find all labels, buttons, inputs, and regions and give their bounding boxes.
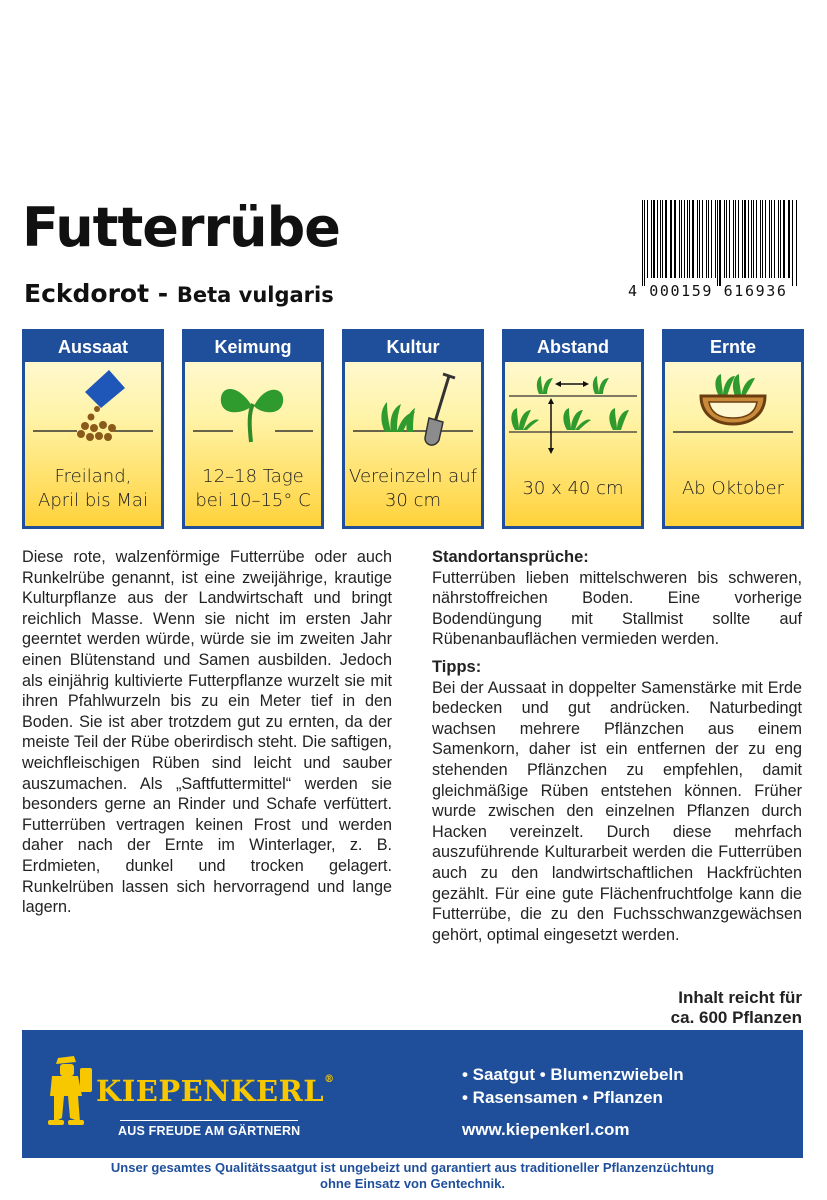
barcode-bar — [724, 200, 725, 278]
spacing-icon — [505, 362, 641, 462]
icon-box-kultur — [342, 329, 484, 529]
barcode-bar — [778, 200, 779, 278]
caption-line-1: Ab Oktober — [681, 478, 785, 499]
contents-line-2: ca. 600 Pflanzen — [670, 1008, 802, 1027]
barcode-digits: 4 000159 616936 — [628, 282, 788, 300]
barcode-bar — [689, 200, 690, 278]
variety-name: Eckdorot — [24, 279, 150, 308]
barcode-bar — [662, 200, 663, 278]
barcode-bar — [651, 200, 652, 278]
barcode-bar — [733, 200, 734, 278]
barcode-bar — [653, 200, 655, 278]
product-title: Futterrübe — [22, 196, 340, 259]
barcode-bar — [681, 200, 682, 278]
seedling-icon — [185, 362, 321, 462]
barcode-bar — [796, 200, 797, 286]
barcode-bars — [642, 200, 798, 282]
barcode-bar — [783, 200, 784, 278]
tipps-heading: Tipps: — [432, 657, 482, 676]
icon-header: Ernte — [665, 332, 801, 362]
barcode — [628, 200, 798, 300]
cultivation-icons — [22, 329, 804, 529]
seed-packet-icon — [25, 362, 161, 462]
barcode-bar — [642, 200, 643, 286]
barcode-bar — [706, 200, 707, 278]
barcode-bar — [765, 200, 766, 278]
caption-line-2: bei 10–15° C — [195, 490, 311, 511]
barcode-bar — [792, 200, 793, 286]
barcode-bar — [717, 200, 718, 286]
icon-caption — [505, 460, 641, 518]
tipps-text: Bei der Aussaat in doppelter Samenstärke mit Erde bedecken und gut andrücken. Naturbedingt wachsen mehrere Pflänzchen aus einem Samenkorn, daher ist ein entfernen der zu eng stehenden Pflänzchen zu empfehlen, damit gleichmäßige Rüben entstehen können. Früher wurde zwischen den einzelnen Pflanzen durch Hacken vereinzelt. Durch diese mehrfach auszuführende Kulturarbeit werden die Futterrüben auch zu den landwirtschaftlichen Hackfrüchten gezählt. Für eine gute Flächenfruchtfolge kann die Futterrübe, die zu den Fuchsschwanzgewächsen gehört, optimal eingesetzt werden. — [432, 678, 802, 944]
caption-line-1: 30 x 40 cm — [522, 478, 624, 499]
icon-header: Kultur — [345, 332, 481, 362]
icon-box-ernte — [662, 329, 804, 529]
barcode-bar — [684, 200, 685, 278]
product-list-line-1: • Saatgut • Blumenzwiebeln — [462, 1065, 684, 1084]
icon-box-abstand — [502, 329, 644, 529]
barcode-bar — [697, 200, 698, 278]
icon-header: Abstand — [505, 332, 641, 362]
subtitle-separator: - — [149, 279, 177, 308]
barcode-bar — [742, 200, 743, 278]
barcode-bar — [711, 200, 712, 278]
barcode-bar — [774, 200, 776, 278]
brand-footer — [22, 1030, 803, 1158]
barcode-bar — [674, 200, 676, 278]
latin-name: Beta vulgaris — [176, 283, 334, 307]
icon-caption — [25, 460, 161, 518]
barcode-bar — [708, 200, 709, 278]
barcode-bar — [756, 200, 757, 278]
brand-divider — [120, 1120, 298, 1121]
barcode-bar — [729, 200, 730, 278]
caption-line-1: Freiland, — [54, 466, 132, 487]
info-column — [432, 547, 802, 952]
barcode-bar — [760, 200, 761, 278]
product-list — [462, 1063, 684, 1109]
barcode-bar — [692, 200, 694, 278]
standort-heading: Standortansprüche: — [432, 548, 589, 566]
barcode-bar — [769, 200, 770, 278]
barcode-bar — [657, 200, 658, 278]
barcode-bar — [780, 200, 781, 278]
barcode-bar — [735, 200, 736, 278]
caption-line-2: 30 cm — [384, 490, 442, 511]
product-subtitle — [24, 279, 334, 308]
icon-box-keimung — [182, 329, 324, 529]
icon-caption — [665, 460, 801, 518]
barcode-bar — [748, 200, 749, 278]
icon-caption — [345, 460, 481, 518]
barcode-bar — [702, 200, 703, 278]
caption-line-1: Vereinzeln auf — [349, 466, 477, 487]
barcode-bar — [699, 200, 700, 278]
description-text: Diese rote, walzenförmige Futterrübe oder auch Runkelrübe genannt, ist eine zweijährige, krautige Kulturpflanze aus der Landwirtschaft und bringt reichlich Masse. Wenn sie nicht im ersten Jahr geerntet werden würde, würde sie im zweiten Jahr einen Blütenstand und Samen ausbilden. Jedoch als einjährig kultivierte Futterpflanze wurzelt sie mit ihren Pfahlwurzeln bis zu ein Meter tief in den Boden. Sie ist aber trotzdem gut zu ernten, da der meiste Teil der Rübe oberirdisch steht. Die saftigen, weichfleischigen Rüben sind leicht und sauber auszumachen. Als „Saftfuttermittel“ werden sie besonders gerne an Rinder und Schafe verfüttert. Futterrüben vertragen keinen Frost und werden daher nach der Ernte im Winterlager, z. B. Erdmieten, dunkel und trocken gelagert. Runkelrüben lassen sich hervorragend und lange lagern. — [22, 548, 392, 917]
barcode-bar — [660, 200, 661, 278]
icon-header: Keimung — [185, 332, 321, 362]
kiepenkerl-figure-icon — [44, 1052, 94, 1126]
quality-note-line-1: Unser gesamtes Qualitätssaatgut ist ungebeizt und garantiert aus traditioneller Pflanzenzüchtung — [110, 1160, 715, 1175]
barcode-bar — [665, 200, 666, 278]
barcode-bar — [788, 200, 789, 278]
barcode-bar — [751, 200, 752, 278]
barcode-bar — [647, 200, 648, 278]
contents-line-1: Inhalt reicht für — [678, 988, 802, 1007]
barcode-bar — [726, 200, 727, 278]
quality-note-line-2: ohne Einsatz von Gentechnik. — [320, 1176, 505, 1191]
standort-text: Futterrüben lieben mittelschweren bis schweren, nährstoffreichen Boden. Eine vorherige Bodendüngung mit Stallmist sollte auf Rübenanbauflächen vermieden werden. — [432, 568, 802, 649]
brand-name: KIEPENKERL — [96, 1074, 325, 1108]
barcode-bar — [670, 200, 671, 278]
barcode-bar — [644, 200, 645, 286]
spade-icon — [345, 362, 481, 462]
brand-tagline: AUS FREUDE AM GÄRTNERN — [118, 1124, 301, 1138]
registered-mark: ® — [324, 1074, 335, 1085]
icon-header: Aussaat — [25, 332, 161, 362]
barcode-bar — [687, 200, 688, 278]
barcode-bar — [762, 200, 763, 278]
barcode-bar — [715, 200, 716, 278]
barcode-bar — [744, 200, 746, 278]
barcode-bar — [753, 200, 754, 278]
website-link[interactable]: www.kiepenkerl.com — [462, 1120, 630, 1139]
harvest-basket-icon — [665, 362, 801, 462]
barcode-bar — [679, 200, 680, 278]
barcode-bar — [771, 200, 772, 278]
icon-caption — [185, 460, 321, 518]
barcode-bar — [738, 200, 739, 278]
contents-info — [671, 988, 802, 1028]
caption-line-2: April bis Mai — [38, 490, 148, 511]
caption-line-1: 12–18 Tage — [202, 466, 304, 487]
barcode-bar — [719, 200, 721, 286]
barcode-bar — [671, 200, 672, 278]
icon-box-aussaat — [22, 329, 164, 529]
brand-logo — [96, 1074, 335, 1108]
barcode-bar — [789, 200, 790, 278]
product-list-line-2: • Rasensamen • Pflanzen — [462, 1088, 663, 1107]
quality-note — [22, 1160, 803, 1192]
